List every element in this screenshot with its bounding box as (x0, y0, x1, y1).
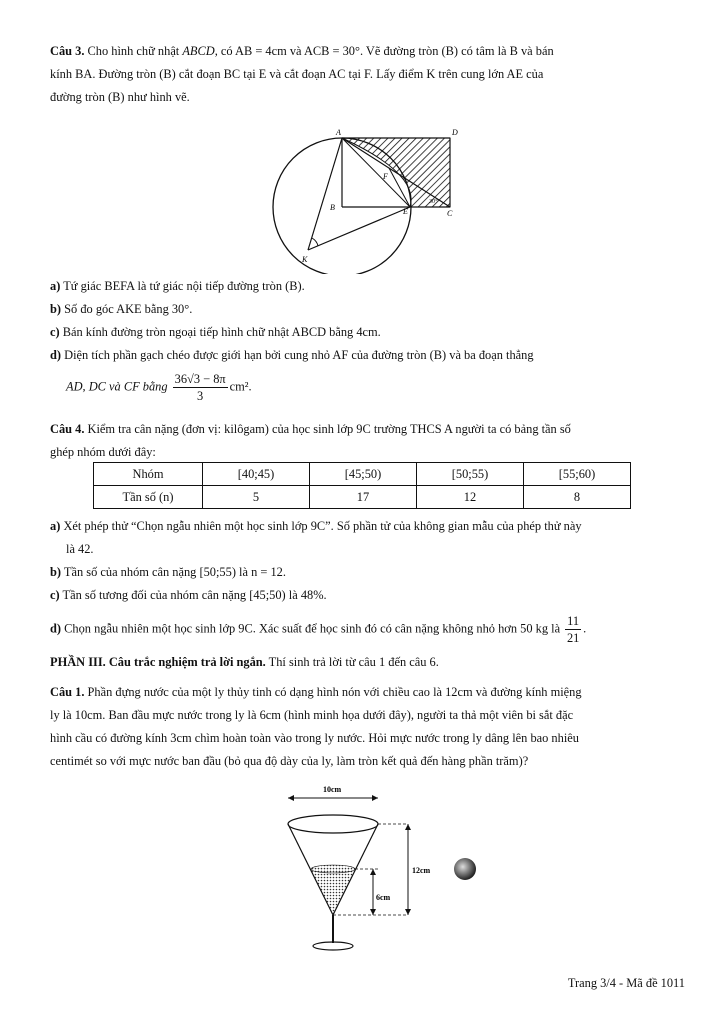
q3-geometry-figure (260, 124, 475, 274)
table-row (94, 463, 631, 486)
table-cell: [40;45) (203, 463, 310, 486)
q3-options (50, 275, 686, 404)
q3-text-2: , có AB = 4cm và ACB = 30°. Vẽ đường tròn (B) có tâm là B và bán (214, 44, 554, 58)
table-row (94, 486, 631, 509)
label-height: 12cm (412, 866, 431, 875)
label-f: F (383, 172, 388, 181)
label-k: K (302, 255, 308, 264)
label-angle: 30° (429, 199, 438, 205)
frequency-table (93, 462, 631, 509)
q3-option-a: a) Tứ giác BEFA là tứ giác nội tiếp đường tròn (B). (50, 279, 305, 293)
q4-option-b: b) Tần số của nhóm cân nặng [50;55) là n = 12. (50, 565, 286, 579)
glass-figure (278, 780, 493, 958)
q4-line-2: ghép nhóm dưới đây: (50, 445, 156, 459)
label-diameter: 10cm (323, 785, 342, 794)
table-cell: Tần số (n) (94, 486, 203, 509)
label-d: D (452, 128, 458, 137)
iron-ball (454, 858, 476, 880)
q1-line-4: centimét so với mực nước ban đầu (bỏ qua độ dày của ly, làm tròn kết quả đến hàng phần trăm)? (50, 754, 529, 768)
label-b: B (330, 203, 335, 212)
water-surface (311, 865, 355, 873)
q4-label: Câu 4. (50, 422, 85, 436)
page-footer: Trang 3/4 - Mã đề 1011 (567, 976, 685, 990)
segment-ak (308, 138, 342, 250)
q3-text: Cho hình chữ nhật (84, 44, 183, 58)
glass-base (313, 942, 353, 950)
q3-rect-name: ABCD (182, 44, 215, 58)
q1-label: Câu 1. (50, 685, 85, 699)
q1-line-3: hình cầu có đường kính 3cm chìm hoàn toàn vào trong ly nước. Hỏi mực nước trong ly dâng lên bao nhiêu (50, 731, 579, 745)
q3-option-b: b) Số đo góc AKE bằng 30°. (50, 302, 193, 316)
glass-rim (288, 815, 378, 833)
segment-ke (308, 207, 410, 250)
q1-stem: Câu 1. Phần đựng nước của một ly thủy tinh có dạng hình nón với chiều cao là 12cm và đường kính miệng ly là 10cm. Ban đầu mực nước trong ly là 6cm (hình minh họa dưới đây), người ta thả một viên bi sắt đặc hình cầu có đường kính 3cm chìm hoàn toàn vào trong ly nước. Hỏi mực nước trong ly dâng lên bao nhiêu centimét so với mực nước ban đầu (bỏ qua độ dày của ly, làm tròn kết quả đến hàng phần trăm)? (50, 681, 686, 773)
table-cell: [50;55) (417, 463, 524, 486)
q4-option-a-cont: là 42. (66, 542, 94, 556)
q3-line-2: kính BA. Đường tròn (B) cắt đoạn BC tại E và cắt đoạn AC tại F. Lấy điểm K trên cung lớn AE của (50, 67, 544, 81)
label-c: C (447, 209, 453, 218)
table-cell: Nhóm (94, 463, 203, 486)
q3-option-c: c) Bán kính đường tròn ngoại tiếp hình chữ nhật ABCD bằng 4cm. (50, 325, 381, 339)
label-a: A (336, 128, 341, 137)
q3-stem (50, 40, 686, 109)
label-water: 6cm (376, 893, 391, 902)
q4-d-fraction: $\frac{11}{21}$ (566, 614, 580, 645)
angle-k-mark (312, 238, 318, 246)
table-cell: 17 (310, 486, 417, 509)
water-fill (311, 869, 355, 915)
q4-option-c: c) Tần số tương đối của nhóm cân nặng [45;50) là 48%. (50, 588, 327, 602)
table-cell: [55;60) (524, 463, 631, 486)
table-cell: 8 (524, 486, 631, 509)
q3-option-d-cont: AD, DC và CF bằng $\frac{36√3 - 8\pi}{3}$ cm². (66, 372, 252, 403)
q3-d-fraction: $\frac{36√3 - 8\pi}{3}$ (174, 372, 226, 403)
q4-option-a: a) Xét phép thử “Chọn ngẫu nhiên một học sinh lớp 9C”. Số phần tử của không gian mẫu của phép thử này (50, 519, 582, 533)
q3-option-d: d) Diện tích phần gạch chéo được giới hạn bởi cung nhỏ AF của đường tròn (B) và ba đoạn thẳng (50, 348, 534, 362)
label-e: E (403, 207, 408, 216)
q4-stem: Câu 4. Kiểm tra cân nặng (đơn vị: kilôgam) của học sinh lớp 9C trường THCS A người ta có bảng tần số ghép nhóm dưới đây: (50, 418, 686, 464)
q1-line-2: ly là 10cm. Ban đầu mực nước trong ly là 6cm (hình minh họa dưới đây), người ta thả một viên bi sắt đặc (50, 708, 574, 722)
q4-options (50, 515, 686, 646)
q4-option-d: d) Chọn ngẫu nhiên một học sinh lớp 9C. Xác suất để học sinh đó có cân nặng không nhỏ hơn 50 kg là $\frac{11}{21}$ . (50, 614, 587, 645)
part3-heading: PHẦN III. Câu trắc nghiệm trả lời ngắn. Thí sinh trả lời từ câu 1 đến câu 6. (50, 655, 439, 669)
q3-line-3: đường tròn (B) như hình vẽ. (50, 90, 190, 104)
q3-label: Câu 3. (50, 44, 85, 58)
table-cell: [45;50) (310, 463, 417, 486)
table-cell: 12 (417, 486, 524, 509)
table-cell: 5 (203, 486, 310, 509)
